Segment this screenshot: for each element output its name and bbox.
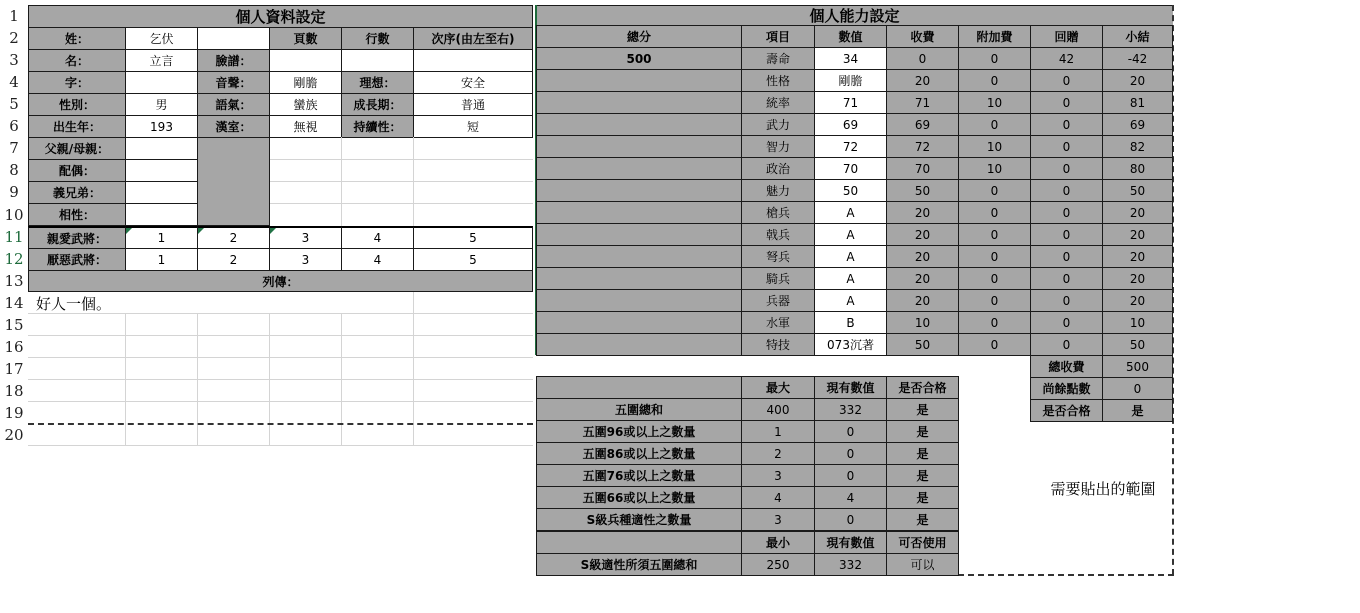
ability-item-label: 弩兵 (741, 245, 815, 268)
ability-subtotal-cell: 82 (1102, 135, 1173, 158)
ability-value-cell[interactable]: A (814, 289, 887, 312)
pass-header: 是否合格 (886, 376, 959, 399)
check-pass: 是 (886, 398, 959, 421)
ability-fee-cell: 72 (886, 135, 959, 158)
ability-refund-cell: 0 (1030, 245, 1103, 268)
ability-refund-cell: 0 (1030, 311, 1103, 334)
surname-cell[interactable]: 乞伏 (125, 27, 198, 50)
row-header[interactable]: 5 (9, 95, 19, 113)
ideal-cell[interactable]: 安全 (413, 71, 533, 94)
check-max: 3 (741, 464, 815, 487)
personal-settings-title: 個人資料設定 (28, 5, 533, 28)
given-name-cell[interactable]: 立言 (125, 49, 198, 72)
ability-value-cell[interactable]: 34 (814, 47, 887, 70)
ability-refund-cell: 0 (1030, 69, 1103, 92)
min-check-usable: 可以 (886, 553, 959, 576)
row-header[interactable]: 11 (4, 228, 24, 246)
ability-subtotal-cell: 50 (1102, 333, 1173, 356)
summary-label: 尚餘點數 (1030, 377, 1103, 400)
summary-label: 總收費 (1030, 355, 1103, 378)
ability-extra-cell: 0 (958, 179, 1031, 202)
fee-header: 收費 (886, 25, 959, 48)
ability-fee-cell: 50 (886, 179, 959, 202)
ability-fee-cell: 70 (886, 157, 959, 180)
ability-value-cell[interactable]: A (814, 201, 887, 224)
row-header[interactable]: 1 (9, 7, 19, 25)
ability-refund-cell: 0 (1030, 113, 1103, 136)
check-current: 4 (814, 486, 887, 509)
item-header: 項目 (741, 25, 815, 48)
ability-item-label: 騎兵 (741, 267, 815, 290)
total-score-value: 500 (536, 47, 742, 70)
ability-fee-cell: 20 (886, 267, 959, 290)
total-column-blank (536, 91, 742, 114)
total-column-blank (536, 201, 742, 224)
ability-subtotal-cell: 10 (1102, 311, 1173, 334)
check-max: 4 (741, 486, 815, 509)
total-column-blank (536, 157, 742, 180)
refund-header: 回贈 (1030, 25, 1103, 48)
affinity-cell[interactable] (125, 203, 198, 226)
summary-value: 500 (1102, 355, 1173, 378)
page-break-line (28, 423, 533, 425)
disliked-officer-cell[interactable]: 3 (269, 248, 342, 271)
extra-fee-header: 附加費 (958, 25, 1031, 48)
ability-fee-cell: 20 (886, 245, 959, 268)
check-label: 五圍66或以上之數量 (536, 486, 742, 509)
ideal-label: 理想： (341, 71, 414, 94)
persist-label: 持續性： (341, 115, 414, 138)
ability-fee-cell: 10 (886, 311, 959, 334)
ability-extra-cell: 0 (958, 69, 1031, 92)
ability-value-cell[interactable]: A (814, 267, 887, 290)
disliked-officer-cell[interactable]: 1 (125, 248, 198, 271)
ability-settings-title: 個人能力設定 (536, 5, 1173, 26)
min-check-label: S級適性所須五圍總和 (536, 553, 742, 576)
affinity-label: 相性： (28, 203, 126, 226)
check-max: 2 (741, 442, 815, 465)
ability-subtotal-cell: 20 (1102, 201, 1173, 224)
min-header: 最小 (741, 531, 815, 554)
row-header[interactable]: 4 (9, 73, 19, 91)
persist-cell[interactable]: 短 (413, 115, 533, 138)
han-cell[interactable]: 無視 (269, 115, 342, 138)
voice-cell[interactable]: 剛膽 (269, 71, 342, 94)
row-header[interactable]: 12 (4, 250, 24, 268)
liked-officer-cell[interactable]: 4 (341, 226, 414, 249)
current-value-header: 現有數值 (814, 376, 887, 399)
total-column-blank (536, 113, 742, 136)
check-current: 0 (814, 508, 887, 531)
surname-label: 姓： (28, 27, 126, 50)
total-column-blank (536, 223, 742, 246)
total-column-blank (536, 267, 742, 290)
ability-fee-cell: 20 (886, 69, 959, 92)
ability-refund-cell: 0 (1030, 267, 1103, 290)
spouse-cell[interactable] (125, 159, 198, 182)
parents-cell[interactable] (125, 137, 198, 160)
ability-subtotal-cell: 20 (1102, 289, 1173, 312)
ability-item-label: 政治 (741, 157, 815, 180)
row-header[interactable]: 16 (4, 338, 24, 356)
ability-fee-cell: 0 (886, 47, 959, 70)
row-header[interactable]: 18 (4, 382, 24, 400)
ability-value-cell[interactable]: 71 (814, 91, 887, 114)
ability-value-cell[interactable]: B (814, 311, 887, 334)
total-column-blank (536, 179, 742, 202)
sworn-label: 義兄弟： (28, 181, 126, 204)
check-max: 1 (741, 420, 815, 443)
check-max: 400 (741, 398, 815, 421)
ability-refund-cell: 0 (1030, 223, 1103, 246)
tone-label: 語氣： (197, 93, 270, 116)
checks-header-blank (536, 376, 742, 399)
ability-item-label: 智力 (741, 135, 815, 158)
check-pass: 是 (886, 420, 959, 443)
spouse-label: 配偶： (28, 159, 126, 182)
ability-fee-cell: 71 (886, 91, 959, 114)
ability-subtotal-cell: -42 (1102, 47, 1173, 70)
row-header[interactable]: 17 (4, 360, 24, 378)
row-header[interactable]: 7 (9, 139, 19, 157)
ability-refund-cell: 0 (1030, 333, 1103, 356)
ability-extra-cell: 10 (958, 91, 1031, 114)
ability-subtotal-cell: 20 (1102, 223, 1173, 246)
ability-refund-cell: 0 (1030, 135, 1103, 158)
total-column-blank (536, 311, 742, 334)
row-header[interactable]: 19 (4, 404, 24, 422)
check-pass: 是 (886, 486, 959, 509)
ability-value-cell[interactable]: 72 (814, 135, 887, 158)
disliked-officers-label: 厭惡武將： (28, 248, 126, 271)
ability-extra-cell: 0 (958, 47, 1031, 70)
gender-cell[interactable]: 男 (125, 93, 198, 116)
ability-value-cell[interactable]: A (814, 245, 887, 268)
row-header[interactable]: 14 (4, 294, 24, 312)
ability-refund-cell: 0 (1030, 179, 1103, 202)
biography-text[interactable]: 好人一個。 (36, 294, 112, 313)
ability-extra-cell: 0 (958, 311, 1031, 334)
ability-refund-cell: 0 (1030, 157, 1103, 180)
summary-value: 是 (1102, 399, 1173, 422)
tone-cell[interactable]: 蠻族 (269, 93, 342, 116)
check-max: 3 (741, 508, 815, 531)
ability-item-label: 武力 (741, 113, 815, 136)
row-header[interactable]: 2 (9, 29, 19, 47)
page-label: 頁數 (269, 27, 342, 50)
total-column-blank (536, 333, 742, 356)
ability-item-label: 魅力 (741, 179, 815, 202)
ability-extra-cell: 0 (958, 245, 1031, 268)
ability-fee-cell: 20 (886, 201, 959, 224)
ability-extra-cell: 0 (958, 113, 1031, 136)
courtesy-name-cell[interactable] (125, 71, 198, 94)
summary-value: 0 (1102, 377, 1173, 400)
ability-item-label: 戟兵 (741, 223, 815, 246)
biography-label: 列傳： (28, 270, 533, 292)
birth-year-cell[interactable]: 193 (125, 115, 198, 138)
ability-item-label: 槍兵 (741, 201, 815, 224)
check-current: 0 (814, 420, 887, 443)
ability-item-label: 壽命 (741, 47, 815, 70)
gender-label: 性別： (28, 93, 126, 116)
check-label: S級兵種適性之數量 (536, 508, 742, 531)
disliked-officer-cell[interactable]: 4 (341, 248, 414, 271)
value-header: 數值 (814, 25, 887, 48)
empty-cell[interactable] (197, 27, 270, 50)
disliked-officer-cell[interactable]: 2 (197, 248, 270, 271)
ability-fee-cell: 69 (886, 113, 959, 136)
row-header[interactable]: 15 (4, 316, 24, 334)
ability-extra-cell: 0 (958, 267, 1031, 290)
order-cell[interactable] (413, 49, 533, 72)
row-header[interactable]: 13 (4, 272, 24, 290)
ability-extra-cell: 0 (958, 223, 1031, 246)
ability-refund-cell: 0 (1030, 91, 1103, 114)
liked-officer-cell[interactable]: 2 (197, 226, 270, 249)
ability-item-label: 特技 (741, 333, 815, 356)
total-column-blank (536, 69, 742, 92)
min-check-current: 332 (814, 553, 887, 576)
ability-subtotal-cell: 50 (1102, 179, 1173, 202)
ability-value-cell[interactable]: A (814, 223, 887, 246)
ability-item-label: 水軍 (741, 311, 815, 334)
check-label: 五圍86或以上之數量 (536, 442, 742, 465)
ability-value-cell[interactable]: 50 (814, 179, 887, 202)
subtotal-header: 小結 (1102, 25, 1173, 48)
line-cell[interactable] (341, 49, 414, 72)
max-header: 最大 (741, 376, 815, 399)
ability-bottom-dashed-border (958, 574, 1174, 576)
check-pass: 是 (886, 508, 959, 531)
ability-fee-cell: 50 (886, 333, 959, 356)
summary-label: 是否合格 (1030, 399, 1103, 422)
ability-item-label: 統率 (741, 91, 815, 114)
line-label: 行數 (341, 27, 414, 50)
ability-subtotal-cell: 20 (1102, 69, 1173, 92)
ability-subtotal-cell: 69 (1102, 113, 1173, 136)
growth-label: 成長期： (341, 93, 414, 116)
ability-extra-cell: 0 (958, 201, 1031, 224)
check-label: 五圍總和 (536, 398, 742, 421)
total-column-blank (536, 135, 742, 158)
face-label: 臉譜： (197, 49, 270, 72)
usable-header: 可否使用 (886, 531, 959, 554)
row-header[interactable]: 6 (9, 117, 19, 135)
ability-refund-cell: 0 (1030, 201, 1103, 224)
ability-extra-cell: 10 (958, 135, 1031, 158)
check-current: 0 (814, 442, 887, 465)
check-current: 0 (814, 464, 887, 487)
courtesy-name-label: 字： (28, 71, 126, 94)
row-header[interactable]: 9 (9, 183, 19, 201)
given-name-label: 名： (28, 49, 126, 72)
order-label: 次序(由左至右) (413, 27, 533, 50)
ability-refund-cell: 42 (1030, 47, 1103, 70)
liked-officers-label: 親愛武將： (28, 226, 126, 249)
liked-officer-cell[interactable]: 3 (269, 226, 342, 249)
disliked-officer-cell[interactable]: 5 (413, 248, 533, 271)
sworn-cell[interactable] (125, 181, 198, 204)
birth-year-label: 出生年： (28, 115, 126, 138)
check-label: 五圍96或以上之數量 (536, 420, 742, 443)
voice-label: 音聲： (197, 71, 270, 94)
check-pass: 是 (886, 464, 959, 487)
parents-label: 父親/母親： (28, 137, 126, 160)
growth-cell[interactable]: 普通 (413, 93, 533, 116)
ability-refund-cell: 0 (1030, 289, 1103, 312)
ability-extra-cell: 0 (958, 289, 1031, 312)
page-cell[interactable] (269, 49, 342, 72)
ability-fee-cell: 20 (886, 289, 959, 312)
row-header[interactable]: 3 (9, 51, 19, 69)
min-check-min: 250 (741, 553, 815, 576)
merged-gray-block (197, 137, 270, 226)
check-pass: 是 (886, 442, 959, 465)
liked-officer-cell[interactable]: 5 (413, 226, 533, 249)
ability-item-label: 性格 (741, 69, 815, 92)
ability-value-cell[interactable]: 70 (814, 157, 887, 180)
row-header[interactable]: 8 (9, 161, 19, 179)
ability-extra-cell: 10 (958, 157, 1031, 180)
total-column-blank (536, 289, 742, 312)
check-current: 332 (814, 398, 887, 421)
row-header[interactable]: 20 (4, 426, 24, 444)
min-header-blank (536, 531, 742, 554)
ability-subtotal-cell: 20 (1102, 245, 1173, 268)
ability-subtotal-cell: 80 (1102, 157, 1173, 180)
check-label: 五圍76或以上之數量 (536, 464, 742, 487)
paste-range-note: 需要貼出的範圍 (1050, 479, 1156, 498)
ability-value-cell[interactable]: 剛膽 (814, 69, 887, 92)
liked-officer-cell[interactable]: 1 (125, 226, 198, 249)
ability-subtotal-cell: 20 (1102, 267, 1173, 290)
total-score-header: 總分 (536, 25, 742, 48)
ability-value-cell[interactable]: 073沉著 (814, 333, 887, 356)
ability-extra-cell: 0 (958, 333, 1031, 356)
han-label: 漢室： (197, 115, 270, 138)
total-column-blank (536, 245, 742, 268)
ability-value-cell[interactable]: 69 (814, 113, 887, 136)
ability-item-label: 兵器 (741, 289, 815, 312)
ability-fee-cell: 20 (886, 223, 959, 246)
row-header[interactable]: 10 (4, 205, 24, 224)
min-current-header: 現有數值 (814, 531, 887, 554)
ability-subtotal-cell: 81 (1102, 91, 1173, 114)
